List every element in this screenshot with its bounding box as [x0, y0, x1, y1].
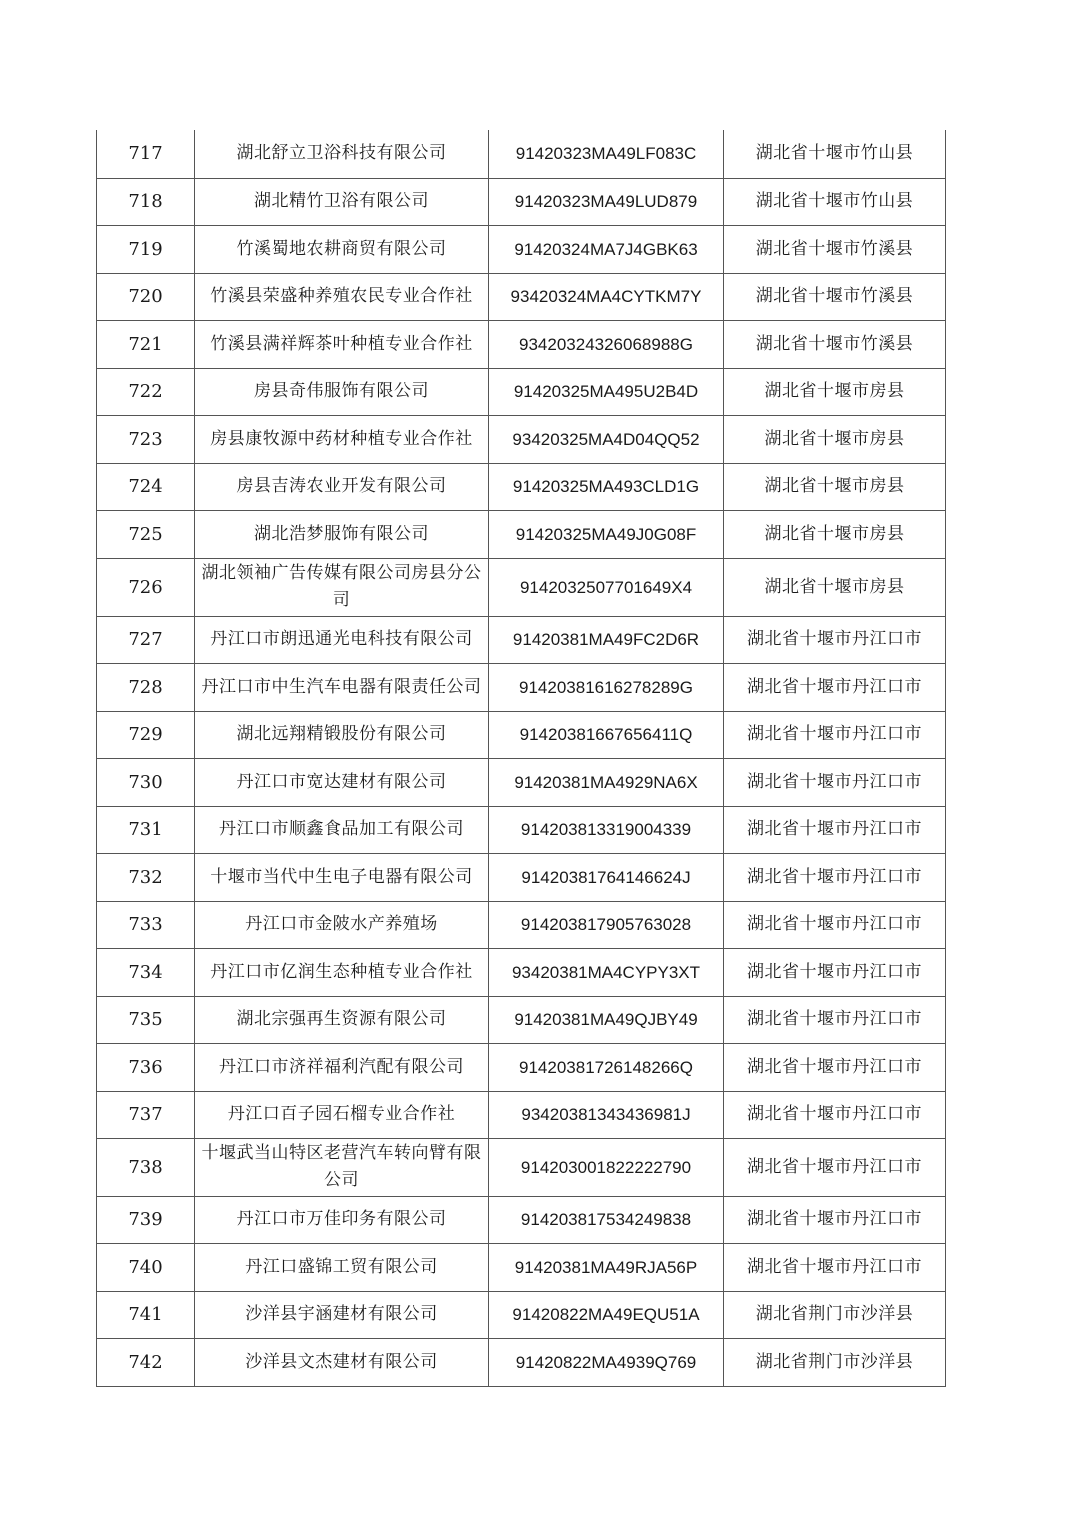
row-number: 740 [97, 1243, 195, 1291]
region: 湖北省十堰市丹江口市 [724, 616, 946, 663]
table-row [97, 1243, 946, 1291]
region: 湖北省十堰市房县 [724, 558, 946, 616]
region: 湖北省十堰市丹江口市 [724, 901, 946, 948]
row-number: 732 [97, 853, 195, 901]
row-number: 727 [97, 616, 195, 663]
table-row [97, 320, 946, 368]
row-number: 737 [97, 1091, 195, 1138]
credit-code: 91420822MA4939Q769 [489, 1338, 724, 1386]
company-name: 丹江口市朗迅通光电科技有限公司 [195, 616, 489, 663]
company-list-body [97, 130, 946, 1386]
table-row [97, 616, 946, 663]
region: 湖北省十堰市丹江口市 [724, 948, 946, 996]
region: 湖北省十堰市竹溪县 [724, 320, 946, 368]
company-name: 丹江口市亿润生态种植专业合作社 [195, 948, 489, 996]
table-row [97, 1291, 946, 1338]
region: 湖北省十堰市丹江口市 [724, 853, 946, 901]
table-row [97, 711, 946, 758]
company-name: 丹江口市中生汽车电器有限责任公司 [195, 663, 489, 711]
credit-code: 91420381726148266Q [489, 1043, 724, 1091]
row-number: 733 [97, 901, 195, 948]
region: 湖北省十堰市丹江口市 [724, 1138, 946, 1196]
company-name: 丹江口市济祥福利汽配有限公司 [195, 1043, 489, 1091]
row-number: 721 [97, 320, 195, 368]
credit-code: 91420822MA49EQU51A [489, 1291, 724, 1338]
region: 湖北省十堰市竹山县 [724, 178, 946, 225]
company-name: 湖北领袖广告传媒有限公司房县分公司 [195, 558, 489, 616]
table-row [97, 948, 946, 996]
company-name: 丹江口百子园石榴专业合作社 [195, 1091, 489, 1138]
table-row [97, 178, 946, 225]
company-name: 丹江口市宽达建材有限公司 [195, 758, 489, 806]
row-number: 738 [97, 1138, 195, 1196]
table-row [97, 1138, 946, 1196]
row-number: 739 [97, 1196, 195, 1243]
table-row [97, 415, 946, 463]
row-number: 730 [97, 758, 195, 806]
region: 湖北省十堰市房县 [724, 463, 946, 510]
row-number: 718 [97, 178, 195, 225]
credit-code: 91420325MA49J0G08F [489, 510, 724, 558]
credit-code: 91420381616278289G [489, 663, 724, 711]
region: 湖北省十堰市丹江口市 [724, 711, 946, 758]
region: 湖北省十堰市竹溪县 [724, 273, 946, 320]
credit-code: 93420381343436981J [489, 1091, 724, 1138]
credit-code: 91420381MA49QJBY49 [489, 996, 724, 1043]
region: 湖北省十堰市房县 [724, 368, 946, 415]
row-number: 723 [97, 415, 195, 463]
company-name: 丹江口盛锦工贸有限公司 [195, 1243, 489, 1291]
credit-code: 93420325MA4D04QQ52 [489, 415, 724, 463]
row-number: 736 [97, 1043, 195, 1091]
company-list-table [96, 130, 946, 1387]
credit-code: 91420325MA493CLD1G [489, 463, 724, 510]
credit-code: 91420324MA7J4GBK63 [489, 225, 724, 273]
company-name: 丹江口市顺鑫食品加工有限公司 [195, 806, 489, 853]
credit-code: 91420381MA4929NA6X [489, 758, 724, 806]
table-row [97, 901, 946, 948]
table-row [97, 368, 946, 415]
table-row [97, 758, 946, 806]
row-number: 741 [97, 1291, 195, 1338]
company-name: 湖北舒立卫浴科技有限公司 [195, 130, 489, 178]
credit-code: 91420323MA49LF083C [489, 130, 724, 178]
row-number: 720 [97, 273, 195, 320]
company-name: 十堰武当山特区老营汽车转向臂有限公司 [195, 1138, 489, 1196]
row-number: 731 [97, 806, 195, 853]
company-name: 沙洋县宇涵建材有限公司 [195, 1291, 489, 1338]
company-name: 湖北精竹卫浴有限公司 [195, 178, 489, 225]
company-name: 竹溪县荣盛种养殖农民专业合作社 [195, 273, 489, 320]
region: 湖北省十堰市丹江口市 [724, 1243, 946, 1291]
table-row [97, 806, 946, 853]
region: 湖北省十堰市竹溪县 [724, 225, 946, 273]
table-row [97, 558, 946, 616]
row-number: 742 [97, 1338, 195, 1386]
credit-code: 914203813319004339 [489, 806, 724, 853]
company-name: 沙洋县文杰建材有限公司 [195, 1338, 489, 1386]
company-name: 湖北宗强再生资源有限公司 [195, 996, 489, 1043]
company-name: 竹溪县满祥辉茶叶种植专业合作社 [195, 320, 489, 368]
credit-code: 93420324326068988G [489, 320, 724, 368]
table-row [97, 1338, 946, 1386]
table-row [97, 1196, 946, 1243]
region: 湖北省十堰市丹江口市 [724, 1091, 946, 1138]
company-name: 房县吉涛农业开发有限公司 [195, 463, 489, 510]
company-name: 湖北远翔精锻股份有限公司 [195, 711, 489, 758]
credit-code: 914203001822222790 [489, 1138, 724, 1196]
table-row [97, 853, 946, 901]
region: 湖北省十堰市丹江口市 [724, 663, 946, 711]
credit-code: 91420323MA49LUD879 [489, 178, 724, 225]
row-number: 728 [97, 663, 195, 711]
row-number: 729 [97, 711, 195, 758]
table-row [97, 510, 946, 558]
region: 湖北省十堰市竹山县 [724, 130, 946, 178]
credit-code: 91420325MA495U2B4D [489, 368, 724, 415]
credit-code: 9142032507701649X4 [489, 558, 724, 616]
row-number: 724 [97, 463, 195, 510]
company-name: 丹江口市万佳印务有限公司 [195, 1196, 489, 1243]
credit-code: 91420381764146624J [489, 853, 724, 901]
table-row [97, 225, 946, 273]
credit-code: 91420381MA49FC2D6R [489, 616, 724, 663]
table-row [97, 1091, 946, 1138]
credit-code: 93420381MA4CYPY3XT [489, 948, 724, 996]
company-name: 十堰市当代中生电子电器有限公司 [195, 853, 489, 901]
credit-code: 93420324MA4CYTKM7Y [489, 273, 724, 320]
company-name: 竹溪蜀地农耕商贸有限公司 [195, 225, 489, 273]
company-name: 房县康牧源中药材种植专业合作社 [195, 415, 489, 463]
credit-code: 914203817905763028 [489, 901, 724, 948]
region: 湖北省十堰市丹江口市 [724, 806, 946, 853]
region: 湖北省十堰市房县 [724, 510, 946, 558]
credit-code: 914203817534249838 [489, 1196, 724, 1243]
row-number: 719 [97, 225, 195, 273]
region: 湖北省十堰市房县 [724, 415, 946, 463]
company-name: 房县奇伟服饰有限公司 [195, 368, 489, 415]
table-row [97, 663, 946, 711]
table-row [97, 273, 946, 320]
row-number: 725 [97, 510, 195, 558]
row-number: 726 [97, 558, 195, 616]
region: 湖北省十堰市丹江口市 [724, 1196, 946, 1243]
table-row [97, 463, 946, 510]
row-number: 722 [97, 368, 195, 415]
company-name: 丹江口市金陂水产养殖场 [195, 901, 489, 948]
company-name: 湖北浩梦服饰有限公司 [195, 510, 489, 558]
region: 湖北省十堰市丹江口市 [724, 758, 946, 806]
region: 湖北省荆门市沙洋县 [724, 1338, 946, 1386]
row-number: 735 [97, 996, 195, 1043]
table-row [97, 1043, 946, 1091]
table-row [97, 996, 946, 1043]
row-number: 717 [97, 130, 195, 178]
table-row [97, 130, 946, 178]
region: 湖北省荆门市沙洋县 [724, 1291, 946, 1338]
region: 湖北省十堰市丹江口市 [724, 1043, 946, 1091]
row-number: 734 [97, 948, 195, 996]
credit-code: 91420381MA49RJA56P [489, 1243, 724, 1291]
region: 湖北省十堰市丹江口市 [724, 996, 946, 1043]
credit-code: 91420381667656411Q [489, 711, 724, 758]
